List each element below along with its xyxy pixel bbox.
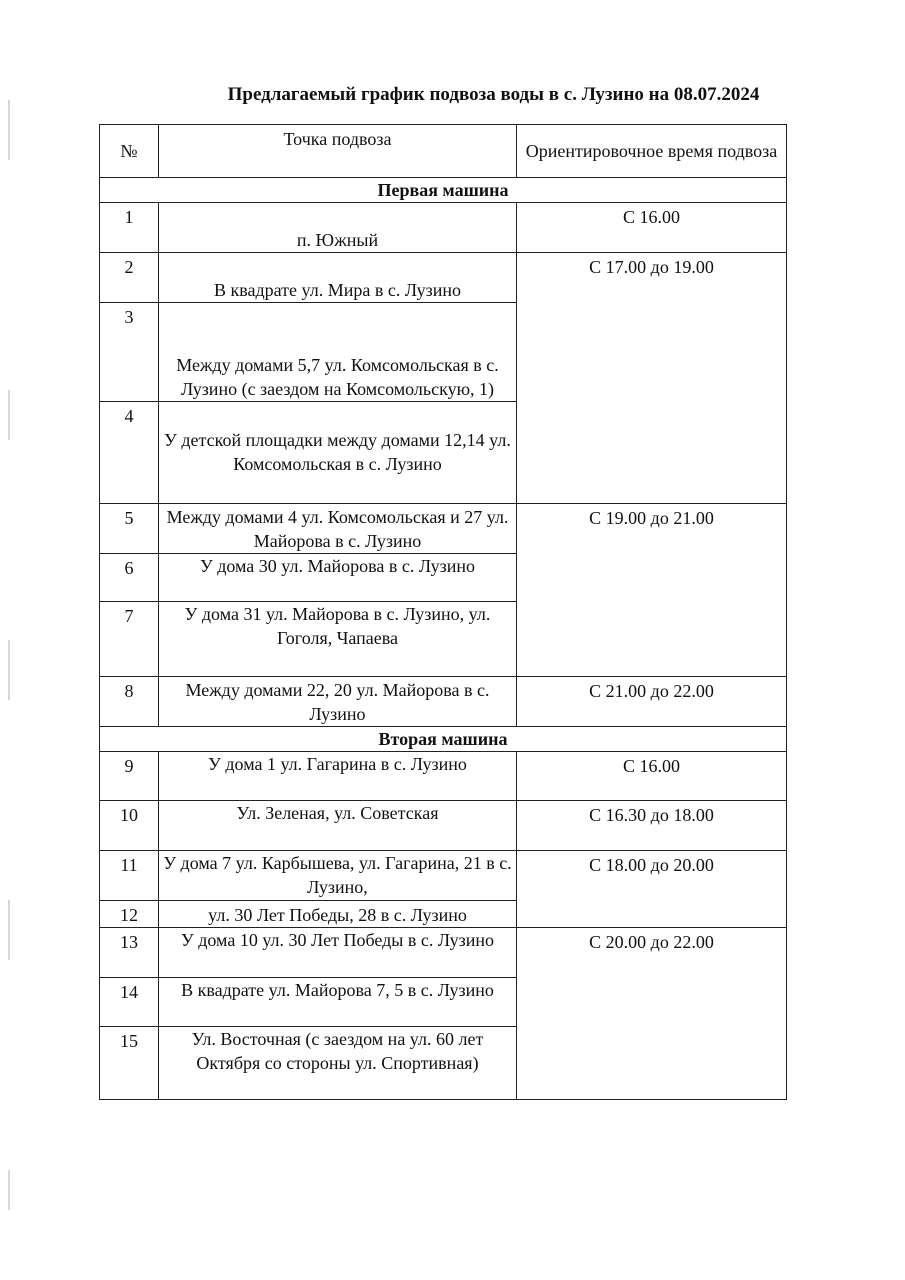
- delivery-point: У дома 30 ул. Майорова в с. Лузино: [159, 554, 517, 602]
- delivery-time: С 17.00 до 19.00: [517, 253, 787, 504]
- delivery-point: У детской площадки между домами 12,14 ул. Комсомольская в с. Лузино: [159, 402, 517, 504]
- row-number: 2: [100, 253, 159, 303]
- row-number: 12: [100, 901, 159, 928]
- table-row: [100, 752, 787, 801]
- page-title: Предлагаемый график подвоза воды в с. Лузино на 08.07.2024: [227, 84, 760, 105]
- delivery-point: Между домами 22, 20 ул. Майорова в с. Лузино: [159, 677, 517, 727]
- row-number: 4: [100, 402, 159, 504]
- delivery-point: Между домами 4 ул. Комсомольская и 27 ул. Майорова в с. Лузино: [159, 504, 517, 554]
- table-row: [100, 253, 787, 303]
- row-number: 1: [100, 203, 159, 253]
- delivery-time: С 16.00: [517, 203, 787, 253]
- section-row: [100, 178, 787, 203]
- delivery-point: ул. 30 Лет Победы, 28 в с. Лузино: [159, 901, 517, 928]
- delivery-time: С 19.00 до 21.00: [517, 504, 787, 677]
- scan-edge-mark: [8, 1170, 10, 1210]
- table-header-row: [100, 125, 787, 178]
- delivery-point: У дома 10 ул. 30 Лет Победы в с. Лузино: [159, 928, 517, 978]
- delivery-point: п. Южный: [159, 203, 517, 253]
- row-number: 5: [100, 504, 159, 554]
- delivery-time: С 20.00 до 22.00: [517, 928, 787, 1100]
- scan-edge-mark: [8, 640, 10, 700]
- row-number: 8: [100, 677, 159, 727]
- table-row: [100, 928, 787, 978]
- row-number: 3: [100, 303, 159, 402]
- delivery-point: В квадрате ул. Майорова 7, 5 в с. Лузино: [159, 978, 517, 1027]
- row-number: 15: [100, 1027, 159, 1100]
- section-second-vehicle: Вторая машина: [100, 727, 787, 752]
- scan-edge-mark: [8, 900, 10, 960]
- table-row: [100, 504, 787, 554]
- delivery-point: Ул. Восточная (с заездом на ул. 60 лет Октября со стороны ул. Спортивная): [159, 1027, 517, 1100]
- row-number: 14: [100, 978, 159, 1027]
- delivery-point: У дома 31 ул. Майорова в с. Лузино, ул. Гоголя, Чапаева: [159, 602, 517, 677]
- delivery-point: У дома 1 ул. Гагарина в с. Лузино: [159, 752, 517, 801]
- delivery-point: Ул. Зеленая, ул. Советская: [159, 801, 517, 851]
- delivery-time: С 16.00: [517, 752, 787, 801]
- scan-edge-mark: [8, 390, 10, 440]
- delivery-point: В квадрате ул. Мира в с. Лузино: [159, 253, 517, 303]
- table-row: [100, 677, 787, 727]
- section-first-vehicle: Первая машина: [100, 178, 787, 203]
- row-number: 6: [100, 554, 159, 602]
- delivery-time: С 18.00 до 20.00: [517, 851, 787, 928]
- table-row: [100, 203, 787, 253]
- delivery-point: У дома 7 ул. Карбышева, ул. Гагарина, 21 в с. Лузино,: [159, 851, 517, 901]
- row-number: 11: [100, 851, 159, 901]
- table-row: [100, 851, 787, 901]
- header-time: Ориентировочное время подвоза: [517, 125, 787, 178]
- section-row: [100, 727, 787, 752]
- row-number: 7: [100, 602, 159, 677]
- row-number: 9: [100, 752, 159, 801]
- row-number: 10: [100, 801, 159, 851]
- row-number: 13: [100, 928, 159, 978]
- delivery-time: С 16.30 до 18.00: [517, 801, 787, 851]
- delivery-time: С 21.00 до 22.00: [517, 677, 787, 727]
- schedule-table: [99, 124, 787, 1100]
- delivery-point: Между домами 5,7 ул. Комсомольская в с. Лузино (с заездом на Комсомольскую, 1): [159, 303, 517, 402]
- table-row: [100, 801, 787, 851]
- header-point: Точка подвоза: [159, 125, 517, 178]
- header-number: №: [100, 125, 159, 178]
- scan-edge-mark: [8, 100, 10, 160]
